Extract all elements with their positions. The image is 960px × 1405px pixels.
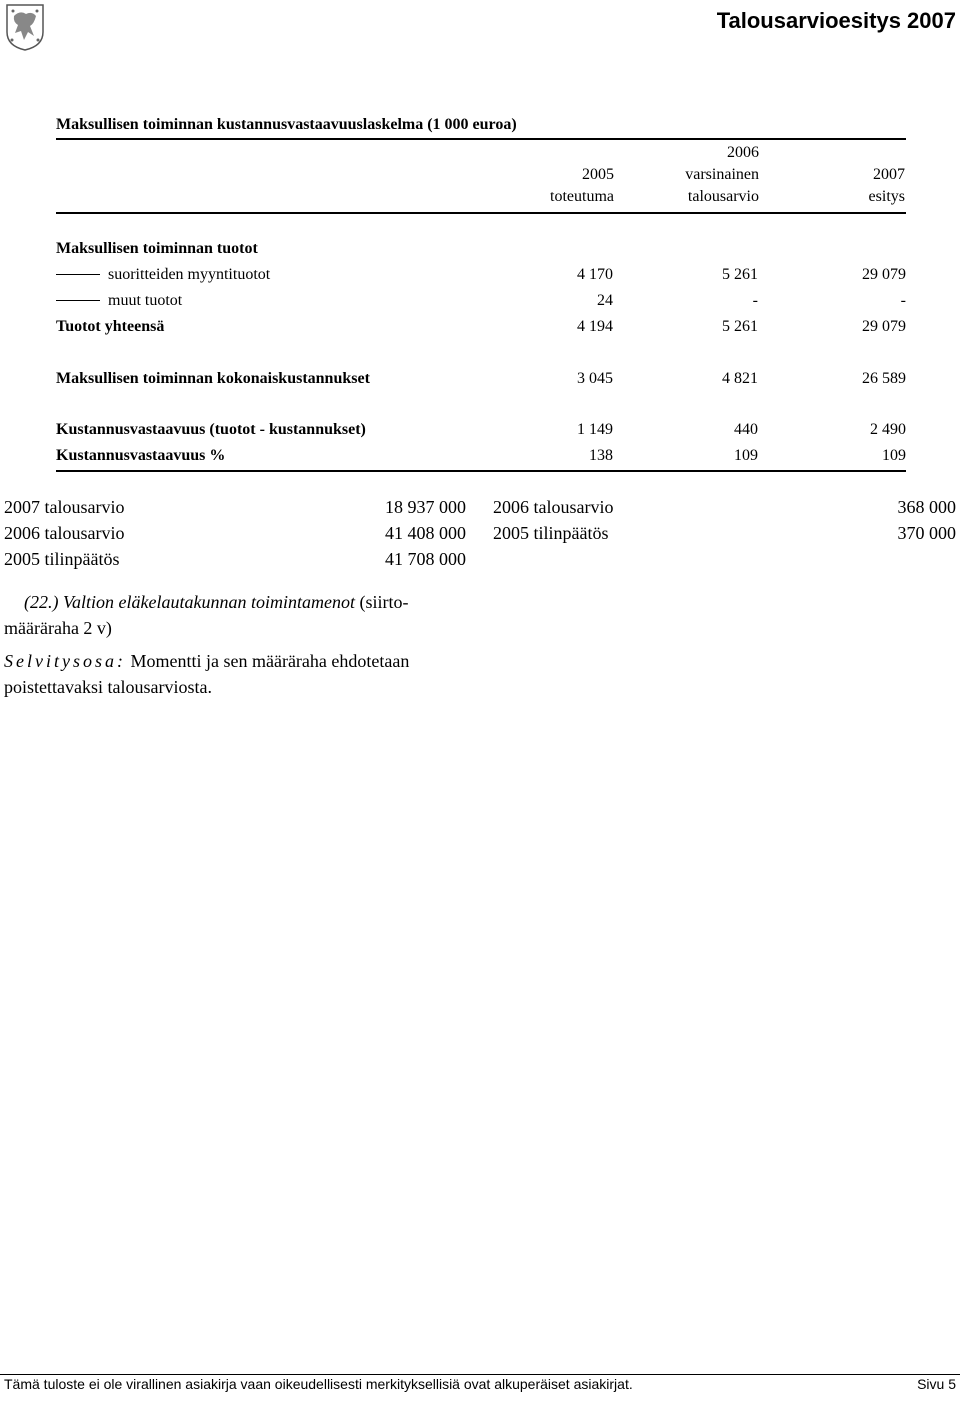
summary-left-label: 2006 talousarvio	[4, 523, 125, 543]
value-2005: 138	[589, 447, 613, 464]
row-label: Kustannusvastaavuus %	[56, 447, 226, 464]
value-2007: 29 079	[862, 318, 906, 335]
row-label: muut tuotot	[108, 292, 183, 309]
explanation-text: Momentti ja sen määräraha ehdotetaan	[130, 651, 410, 671]
section-type-end: määräraha 2 v)	[4, 618, 112, 638]
table-row	[56, 292, 906, 314]
summary-right-value: 370 000	[897, 523, 956, 543]
summary-left-label: 2005 tilinpäätös	[4, 549, 120, 569]
explanation-paragraph	[4, 648, 474, 700]
row-label: suoritteiden myyntituotot	[108, 266, 271, 283]
coat-of-arms-logo	[4, 2, 46, 52]
value-2006: 4 821	[722, 370, 758, 387]
table-bottom-rule	[56, 470, 906, 472]
footer-notice: Tämä tuloste ei ole virallinen asiakirja vaan oikeudellisesti merkityksellisiä ovat alkuperäiset asiakirjat.	[4, 1376, 633, 1392]
value-2005: 24	[597, 292, 613, 309]
footer	[4, 1376, 956, 1396]
row-label: Tuotot yhteensä	[56, 318, 165, 335]
summary-left-label: 2007 talousarvio	[4, 497, 125, 517]
value-2005: 4 170	[577, 266, 613, 283]
column-header-2007: 2007 esitys	[868, 166, 905, 205]
table-title: Maksullisen toiminnan kustannusvastaavuuslaskelma (1 000 euroa)	[56, 116, 517, 133]
table-row	[56, 421, 906, 443]
table-row	[56, 266, 906, 288]
value-2006: 109	[734, 447, 758, 464]
summary-right-value: 368 000	[897, 497, 956, 517]
value-2007: -	[900, 292, 906, 309]
row-label: Kustannusvastaavuus (tuotot - kustannukset)	[56, 421, 366, 438]
row-label: Maksullisen toiminnan kokonaiskustannukset	[56, 370, 370, 387]
footer-rule	[0, 1374, 960, 1375]
section-type-start: (siirto-	[359, 592, 409, 612]
section-income-row	[56, 240, 906, 262]
value-2007: 2 490	[870, 421, 906, 438]
value-2007: 109	[882, 447, 906, 464]
table-header-rule	[56, 212, 906, 214]
explanation-label: Selvitysosa:	[4, 651, 126, 671]
table-top-rule	[56, 138, 906, 140]
table-row-total	[56, 318, 906, 340]
summary-left-value: 41 708 000	[385, 549, 466, 569]
section-income-label: Maksullisen toiminnan tuotot	[56, 240, 258, 257]
value-2006: 5 261	[722, 266, 758, 283]
value-2005: 1 149	[577, 421, 613, 438]
document-title: Talousarvioesitys 2007	[716, 8, 956, 33]
value-2007: 26 589	[862, 370, 906, 387]
value-2007: 29 079	[862, 266, 906, 283]
section-title: Valtion eläkelautakunnan toimintamenot	[63, 592, 355, 612]
summary-right-label: 2005 tilinpäätös	[493, 523, 609, 543]
page-number: Sivu 5	[917, 1376, 956, 1392]
section-number: (22.)	[24, 592, 59, 612]
value-2006: 440	[734, 421, 758, 438]
column-header-2006: 2006 varsinainen talousarvio	[685, 144, 759, 205]
value-2006: -	[752, 292, 758, 309]
dash-bullet	[56, 274, 100, 275]
value-2005: 3 045	[577, 370, 613, 387]
summary-right-label: 2006 talousarvio	[493, 497, 614, 517]
summary-left-value: 18 937 000	[385, 497, 466, 517]
value-2006: 5 261	[722, 318, 758, 335]
section-heading	[4, 589, 474, 641]
table-row	[56, 447, 906, 469]
table-row	[56, 370, 906, 392]
explanation-text-2: poistettavaksi talousarviosta.	[4, 677, 212, 697]
column-header-2005: 2005 toteutuma	[550, 166, 614, 205]
summary-left-value: 41 408 000	[385, 523, 466, 543]
dash-bullet	[56, 300, 100, 301]
value-2005: 4 194	[577, 318, 613, 335]
